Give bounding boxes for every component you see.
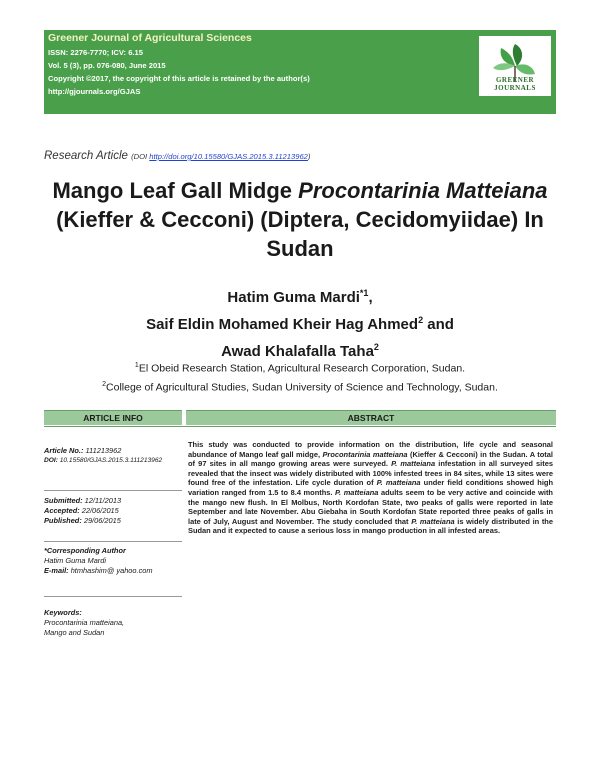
journal-header <box>44 30 556 114</box>
affiliation-1: $^1$El Obeid Research Station, Agricultural Research Corporation, Sudan. <box>134 362 466 375</box>
article-title: Mango Leaf Gall Midge Procontarinia Matteiana (Kieffer & Cecconi) (Diptera, Cecidomyiidae) In Sudan <box>52 178 548 261</box>
article-info-heading: ARTICLE INFO <box>83 413 143 423</box>
info-divider <box>44 490 182 491</box>
article-type-line <box>44 150 310 162</box>
section-rule <box>44 426 556 427</box>
logo-wordmark: GREENER JOURNALS <box>494 76 536 92</box>
journal-logo <box>479 36 551 96</box>
author-2: Saif Eldin Mohamed Kheir Hag Ahmed$^2$ and <box>146 315 454 333</box>
article-info-heading-bar <box>44 410 182 425</box>
keywords-label: Keywords: <box>44 608 82 617</box>
info-divider <box>44 596 182 597</box>
affiliations <box>44 358 556 395</box>
author-1: Hatim Guma Mardi$^{*1}$, <box>227 288 373 306</box>
keywords-text: Procontarinia matteiana, Mango and Sudan <box>44 618 125 637</box>
keywords <box>44 608 182 638</box>
author-3: Awad Khalafalla Taha$^2$ <box>221 342 379 360</box>
corresponding-label: *Corresponding Author <box>44 546 126 555</box>
author-list <box>44 282 556 363</box>
info-divider <box>44 541 182 542</box>
abstract-heading-bar <box>186 410 556 425</box>
journal-name: Greener Journal of Agricultural Sciences <box>48 32 252 44</box>
affiliation-2: $^2$College of Agricultural Studies, Sudan University of Science and Technology, Sudan. <box>102 380 498 393</box>
journal-copyright: Copyright ©2017, the copyright of this article is retained by the author(s) <box>48 74 310 83</box>
abstract-body: This study was conducted to provide information on the distribution, life cycle and seasonal abundance of Mango leaf gall midge, Procontarinia matteiana (Kieffer & Cecconi) in the Sudan. A total of 97 sites in all mango growing areas were surveyed. P. matteiana infestation in all surveyed sites revealed that the insect was widely distributed with 100% infested trees in 84 sites, while 13 sites were found free of the infestation. Life cycle duration of P. matteiana under field conditions showed high variation ranged from 1.5 to 8.4 months. P. matteiana adults seem to be very active and coincide with the mango new flush. In El Molbus, North Kordofan State, two peaks of galls were reported in late September and late November. Abu Giebaha in South Kordofan State reported three peaks of galls in late of July, August and November. The study concluded that P. matteiana is widely distributed in the Sudan and it expected to cause a serious loss in mango production in all infested areas. <box>188 440 553 536</box>
journal-issn: ISSN: 2276-7770; ICV: 6.15 <box>48 48 143 57</box>
article-type: Research Article <box>44 150 128 162</box>
journal-url[interactable]: http://gjournals.org/GJAS <box>48 87 141 96</box>
corresponding-email[interactable]: htmhashim@ yahoo.com <box>68 566 153 575</box>
corresponding-name: Hatim Guma Mardi <box>44 556 107 565</box>
journal-volume: Vol. 5 (3), pp. 076-080, June 2015 <box>48 61 166 70</box>
doi-link[interactable]: http://doi.org/10.15580/GJAS.2015.3.11213962 <box>149 152 308 161</box>
corresponding-author: *Corresponding Author Hatim Guma Mardi E-mail: htmhashim@ yahoo.com <box>44 546 182 576</box>
article-doi: (DOI http://doi.org/10.15580/GJAS.2015.3.11213962) <box>131 152 311 161</box>
article-dates: Submitted: 12/11/2013 Accepted: 22/06/2015 Published: 29/06/2015 <box>44 496 122 525</box>
abstract-heading: ABSTRACT <box>347 413 395 423</box>
article-numbers: Article No.: 111213962 DOI: 10.15580/GJAS.2015.3.111213962 <box>44 446 163 464</box>
